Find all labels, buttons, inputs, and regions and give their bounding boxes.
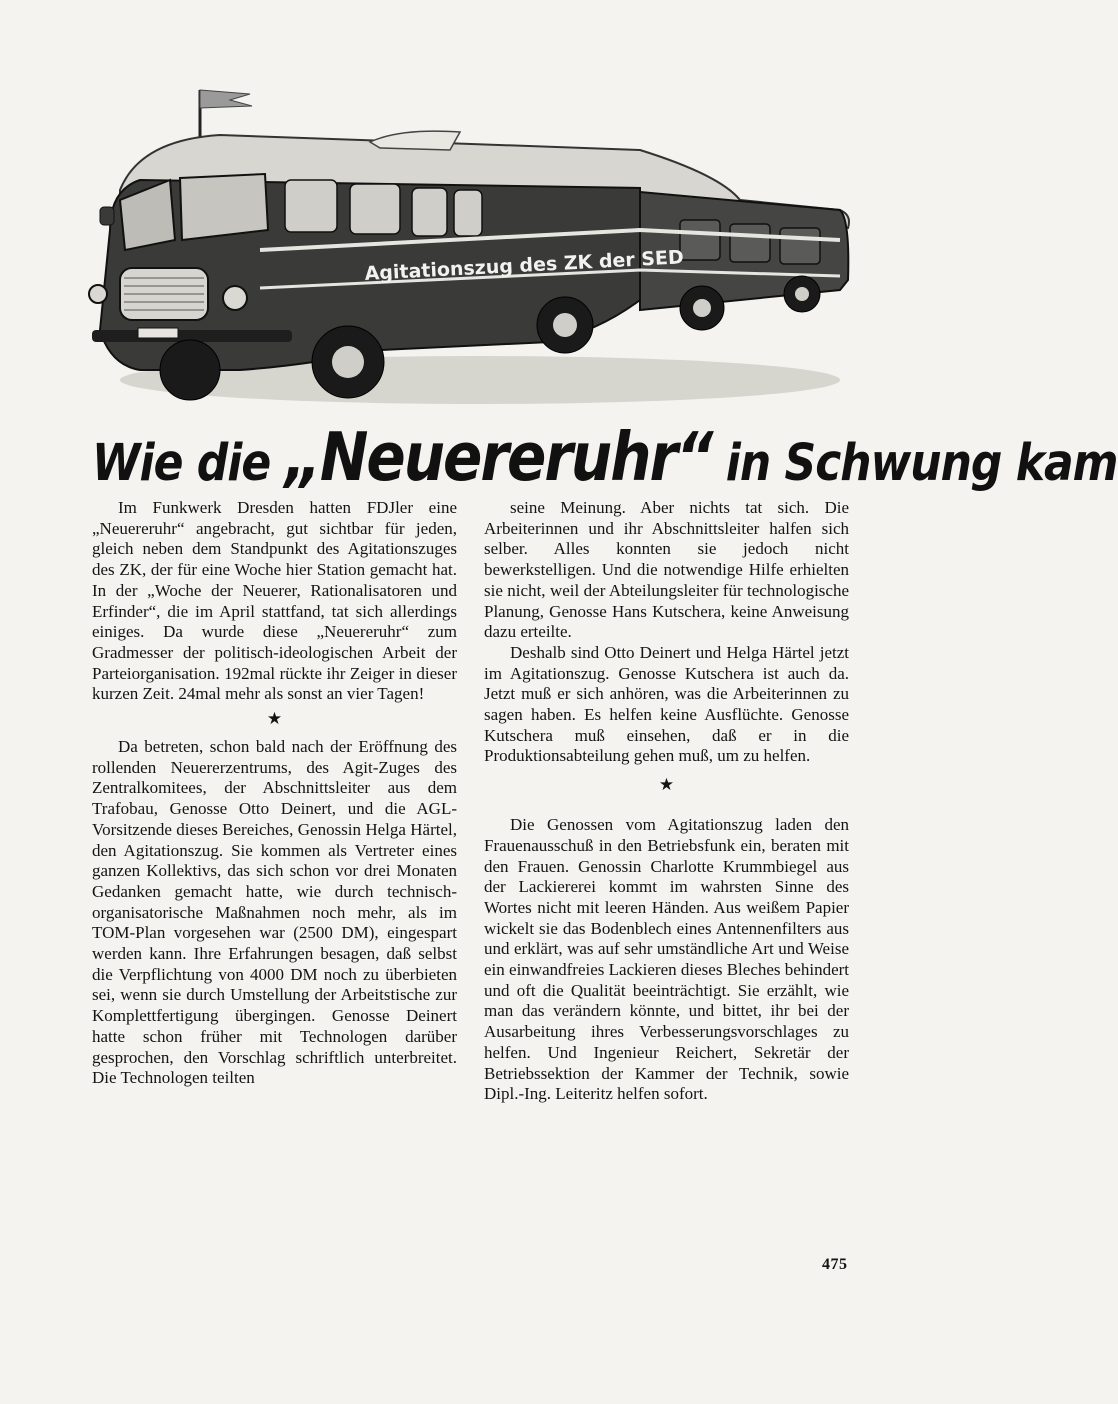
flag-icon (200, 90, 252, 140)
article-headline (92, 417, 1118, 498)
headline-part-2: „Neuereruhr“ (284, 417, 712, 497)
paragraph: Deshalb sind Otto Deinert und Helga Härtel jetzt im Agitationszug. Genosse Kutschera ist auch da. Jetzt muß er sich anhören, was die Arbeiterinnen zu sagen haben. Es helfen keine Ausflüchte. Genosse Kutschera muß einsehen, daß er in die Produktionsabteilung gehen muß, um zu helfen. (484, 642, 849, 766)
page-number: 475 (822, 1256, 848, 1273)
right-column (484, 498, 849, 1105)
bus-illustration (80, 80, 860, 420)
star-separator: ★ (266, 709, 283, 729)
bus-lettering: Agitationszug des ZK der SED (364, 246, 685, 285)
headline-part-3: in Schwung kam (711, 434, 1118, 493)
paragraph: Die Genossen vom Agitationszug laden den Frauenausschuß in den Betriebsfunk ein, beraten mit den Frauen. Genossin Charlotte Krummbiegel aus der Lackiererei kommt im wahrsten Sinne des Wortes nicht mit leeren Händen. Aus weißem Papier wickelt sie das Bodenblech eines Antennenfilters aus und erklärt, was auf sehr umständliche Art und Weise ein einwandfreies Lackieren dieses Bleches behindert und oft die Qualität beeinträchtigt. Sie erzählt, wie man das verändern könnte, und bittet, ihr bei der Ausarbeitung ihres Verbesserungsvorschlages zu helfen. Und Ingenieur Reichert, Sekretär der Betriebssektion der Kammer der Technik, sowie Dipl.-Ing. Leiteritz helfen sofort. (484, 815, 849, 1104)
paragraph: Im Funkwerk Dresden hatten FDJler eine „Neuereruhr“ angebracht, gut sichtbar für jeden, gleich neben dem Standpunkt des Agitationszuges des ZK, der für eine Woche hier Station gemacht hat. In der „Woche der Neuerer, Rationalisatoren und Erfinder“, die im April stattfand, tat sich allerdings einiges. Da wurde diese „Neuereruhr“ zum Gradmesser der politisch-ideologischen Arbeit der Parteiorganisation. 192mal rückte ihr Zeiger in dieser kurzen Zeit. 24mal mehr als sonst an vier Tagen! (92, 498, 457, 704)
star-separator: ★ (658, 775, 675, 795)
headline-part-1: Wie die (92, 434, 285, 493)
paragraph: seine Meinung. Aber nichts tat sich. Die Arbeiterinnen und ihr Abschnittsleiter halfen sich selber. Alles konnten sie jedoch nicht bewerkstelligen. Und die notwendige Hilfe erhielten sie nicht, weil der Abteilungsleiter für technologische Planung, Genosse Hans Kutschera, keine Anweisung dazu erteilte. (484, 498, 849, 642)
paragraph: Da betreten, schon bald nach der Eröffnung des rollenden Neuererzentrums, des Agit-Zuges des Zentralkomitees, der Abschnittsleiter aus dem Trafobau, Genosse Otto Deinert, und die AGL-Vorsitzende dieses Bereiches, Genossin Helga Härtel, den Agitationszug. Sie kommen als Vertreter eines ganzen Kollektivs, das sich schon vor drei Monaten Gedanken gemacht hatte, wie durch technisch-organisatorische Maßnahmen noch mehr, als im TOM-Plan vorgesehen war (2500 DM), eingespart werden kann. Ihre Erfahrungen besagen, daß selbst die Verpflichtung von 4000 DM noch zu überbieten sei, wenn sie durch Umstellung der Arbeitstische zur Komplettfertigung übergingen. Genosse Deinert hatte schon früher mit Technologen darüber gesprochen, den Vorschlag schriftlich unterbreitet. Die Technologen teilten (92, 737, 457, 1088)
left-column (92, 498, 457, 1089)
